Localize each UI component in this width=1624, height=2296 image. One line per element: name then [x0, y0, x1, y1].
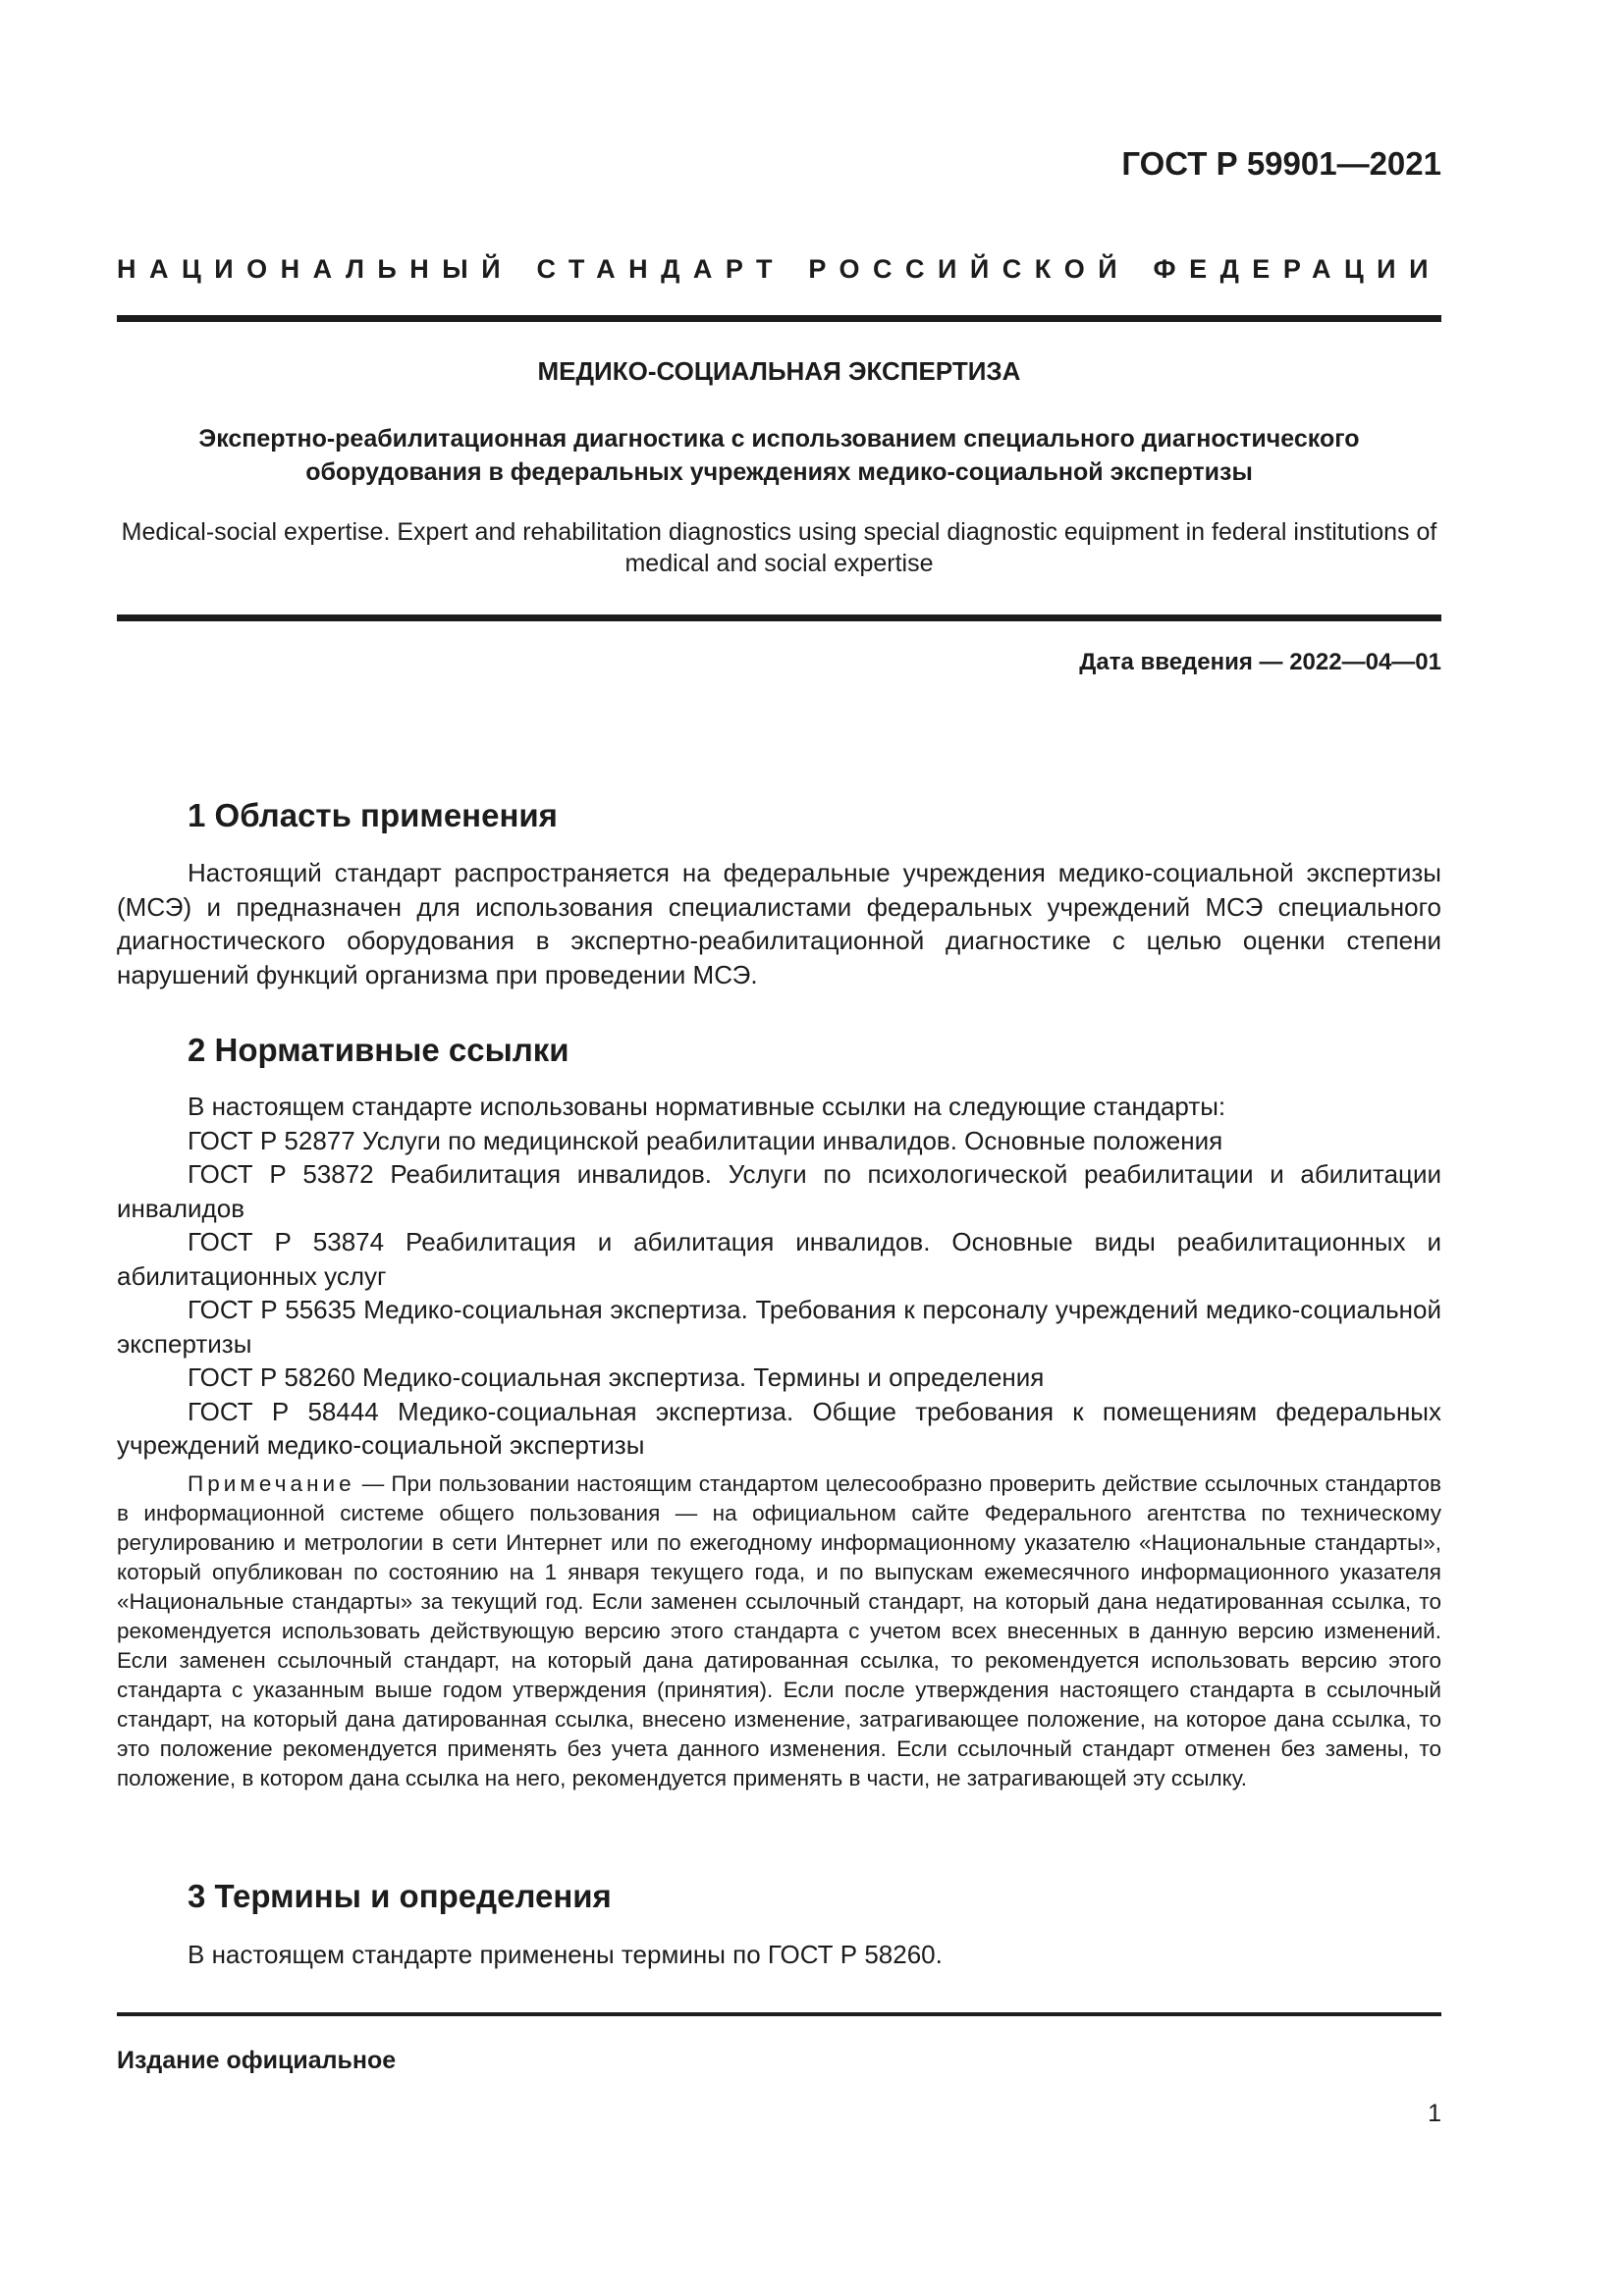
note-text: — При пользовании настоящим стандартом целесообразно проверить действие ссылочных стандартов в информационной системе общего пользования — на официальном сайте Федерального агентства по техническому регулированию и метрологии в сети Интернет или по ежегодному информационному указателю «Национальные стандарты», который опубликован по состоянию на 1 января текущего года, и по выпускам ежемесячного информационного указателя «Национальные стандарты» за текущий год. Если заменен ссылочный стандарт, на который дана недатированная ссылка, то рекомендуется использовать действующую версию этого стандарта с учетом всех внесенных в данную версию изменений. Если заменен ссылочный стандарт, на который дана датированная ссылка, то рекомендуется использовать версию этого стандарта с указанным выше годом утверждения (принятия). Если после утверждения настоящего стандарта в ссылочный стандарт, на который дана датированная ссылка, внесено изменение, затрагивающее положение, на которое дана ссылка, то это положение рекомендуется применять без учета данного изменения. Если ссылочный стандарт отменен без замены, то положение, в котором дана ссылка на него, рекомендуется применять в части, не затрагивающей эту ссылку.: [117, 1471, 1441, 1790]
terms-text: В настоящем стандарте применены термины по ГОСТ Р 58260.: [188, 1940, 943, 1969]
standard-banner: НАЦИОНАЛЬНЫЙ СТАНДАРТ РОССИЙСКОЙ ФЕДЕРАЦИИ: [117, 254, 1441, 284]
references-note: [117, 1469, 1441, 1793]
reference-item: ГОСТ Р 53872 Реабилитация инвалидов. Услуги по психологической реабилитации и абилитации инвалидов: [117, 1159, 1441, 1223]
scope-paragraph: [117, 856, 1441, 991]
references-intro: В настоящем стандарте использованы нормативные ссылки на следующие стандарты:: [188, 1092, 1226, 1121]
document-code: ГОСТ Р 59901—2021: [1121, 145, 1441, 182]
footer-rule: [117, 2012, 1441, 2016]
section-heading-references: 2 Нормативные ссылки: [188, 1032, 569, 1068]
section-heading-terms: 3 Термины и определения: [188, 1878, 612, 1914]
section-heading-scope: 1 Область применения: [188, 797, 558, 833]
document-title: МЕДИКО-СОЦИАЛЬНАЯ ЭКСПЕРТИЗА: [537, 356, 1021, 386]
reference-item: ГОСТ Р 53874 Реабилитация и абилитация инвалидов. Основные виды реабилитационных и абилитационных услуг: [117, 1227, 1441, 1291]
english-title: Medical-social expertise. Expert and rehabilitation diagnostics using special diagnostic equipment in federal institutions of medical and social expertise: [121, 518, 1437, 577]
reference-item: ГОСТ Р 58260 Медико-социальная экспертиза. Термины и определения: [188, 1362, 1045, 1392]
note-label: Примечание: [188, 1471, 355, 1496]
reference-item: ГОСТ Р 52877 Услуги по медицинской реабилитации инвалидов. Основные положения: [188, 1125, 1223, 1155]
references-list: [117, 1090, 1441, 1463]
official-edition-label: Издание официальное: [117, 2047, 397, 2074]
terms-paragraph: [117, 1938, 1441, 1972]
reference-item: ГОСТ Р 58444 Медико-социальная экспертиза. Общие требования к помещениям федеральных учреждений медико-социальной экспертизы: [117, 1396, 1441, 1460]
page-number: 1: [1428, 2100, 1441, 2127]
scope-text: Настоящий стандарт распространяется на федеральные учреждения медико-социальной экспертизы (МСЭ) и предназначен для использования специалистами федеральных учреждений МСЭ специального диагностического оборудования в экспертно-реабилитационной диагностике с целью оценки степени нарушений функций организма при проведении МСЭ.: [117, 858, 1441, 989]
top-rule: [117, 315, 1441, 322]
document-subtitle: Экспертно-реабилитационная диагностика с использованием специального диагностического оборудования в федеральных учреждениях медико-социальной экспертизы: [198, 425, 1360, 486]
title-bottom-rule: [117, 614, 1441, 621]
reference-item: ГОСТ Р 55635 Медико-социальная экспертиза. Требования к персоналу учреждений медико-социальной экспертизы: [117, 1295, 1441, 1359]
introduction-date: Дата введения — 2022—04—01: [1079, 649, 1441, 675]
